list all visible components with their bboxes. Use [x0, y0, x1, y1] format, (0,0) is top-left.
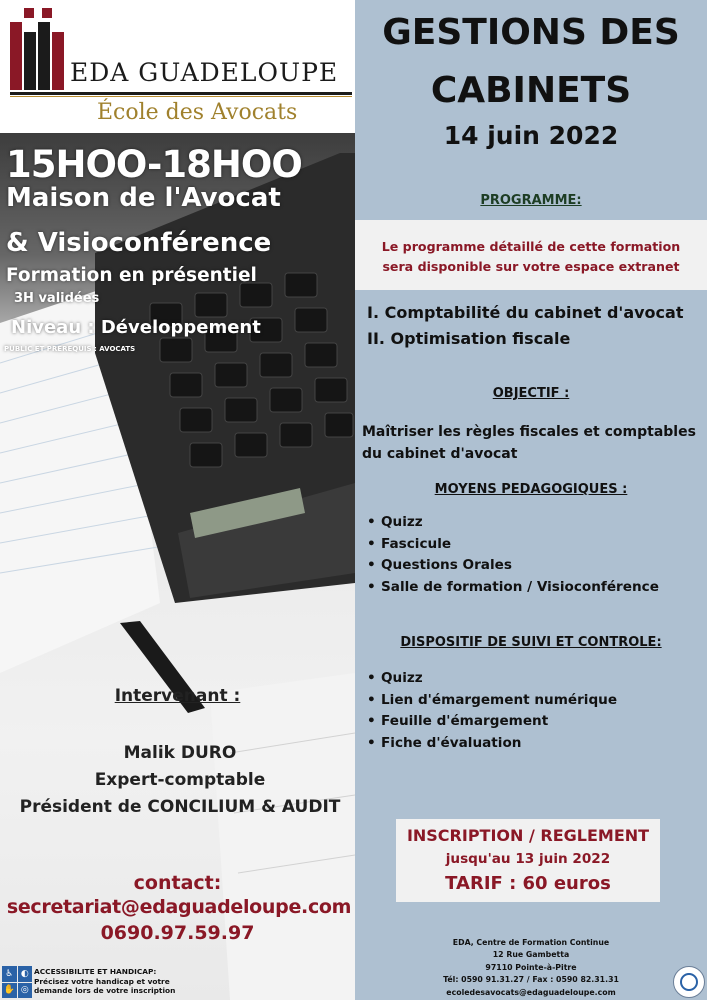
footer-address	[355, 937, 707, 999]
list-item: • Lien d'émargement numérique	[367, 692, 617, 714]
logo-area	[0, 0, 355, 133]
contact-heading: contact:	[133, 872, 222, 894]
event-title-line1: GESTIONS DES	[382, 12, 680, 53]
registration-deadline: jusqu'au 13 juin 2022	[445, 851, 611, 867]
logo-divider-gold	[10, 96, 352, 97]
speaker-role: Expert-comptable	[94, 770, 266, 790]
footer-line: 97110 Pointe-à-Pitre	[485, 962, 577, 972]
calculator-illustration	[0, 133, 355, 1000]
session-public: PUBLIC ET PREREQUIS : AVOCATS	[4, 345, 136, 353]
registration-heading: INSCRIPTION / REGLEMENT	[406, 826, 650, 845]
means-list	[367, 514, 659, 600]
session-hours: 3H validées	[14, 291, 100, 306]
footer-line: EDA, Centre de Formation Continue	[452, 938, 610, 947]
accessibility-note	[34, 967, 175, 996]
event-title-line2: CABINETS	[430, 70, 632, 111]
calculator-photo	[0, 133, 355, 1000]
accessibility-line: ACCESSIBILITE ET HANDICAP:	[34, 967, 157, 976]
contact-email[interactable]: secretariat@edaguadeloupe.com	[6, 896, 352, 918]
followup-list	[367, 670, 617, 756]
means-heading: MOYENS PEDAGOGIQUES :	[434, 482, 628, 497]
list-item: • Quizz	[367, 514, 659, 536]
objective-heading: OBJECTIF :	[492, 386, 570, 401]
accessibility-line: demande lors de votre inscription	[34, 986, 176, 996]
objective-line: du cabinet d'avocat	[362, 446, 518, 462]
logo-divider	[10, 92, 352, 95]
contact-phone[interactable]: 0690.97.59.97	[100, 922, 255, 944]
session-location-2: & Visioconférence	[6, 228, 272, 258]
brand-name: EDA GUADELOUPE	[70, 58, 339, 87]
list-item: • Fascicule	[367, 536, 659, 558]
footer-line: 12 Rue Gambetta	[492, 950, 570, 960]
list-item: • Quizz	[367, 670, 617, 692]
event-date: 14 juin 2022	[443, 121, 619, 150]
programme-heading: PROGRAMME:	[480, 193, 582, 208]
session-location-1: Maison de l'Avocat	[6, 183, 281, 213]
objective-text	[362, 421, 696, 465]
followup-heading: DISPOSITIF DE SUIVI ET CONTROLE:	[400, 635, 662, 650]
right-column	[355, 0, 707, 1000]
accessibility-line: Précisez votre handicap et votre	[34, 976, 170, 986]
footer-line: ecoledesavocats@edaguadeloupe.com	[446, 987, 616, 997]
registration-price: TARIF : 60 euros	[445, 873, 611, 894]
eda-logo-icon	[10, 8, 66, 90]
list-item: • Feuille d'émargement	[367, 713, 617, 735]
brand-subtitle: École des Avocats	[97, 100, 298, 125]
session-time: 15HOO-18HOO	[6, 143, 302, 186]
objective-line: Maîtriser les règles fiscales et comptables	[362, 424, 696, 440]
list-item: • Fiche d'évaluation	[367, 735, 617, 757]
accessibility-icon: ♿ ◐ ✋ ◎	[2, 966, 32, 998]
session-level: Niveau : Développement	[11, 317, 261, 338]
session-format: Formation en présentiel	[6, 265, 257, 286]
programme-module: II. Optimisation fiscale	[367, 329, 571, 348]
footer-line: Tél: 0590 91.31.27 / Fax : 0590 82.31.31	[443, 975, 619, 985]
programme-notice	[355, 237, 707, 277]
list-item: • Questions Orales	[367, 557, 659, 579]
list-item: • Salle de formation / Visioconférence	[367, 579, 659, 601]
programme-notice-line: Le programme détaillé de cette formation	[381, 239, 681, 254]
speaker-name: Malik DURO	[123, 743, 237, 763]
speaker-position: Président de CONCILIUM & AUDIT	[19, 797, 341, 817]
certification-seal-icon	[673, 966, 705, 998]
speaker-heading: Intervenant :	[114, 686, 241, 706]
programme-module: I. Comptabilité du cabinet d'avocat	[367, 303, 684, 322]
programme-notice-line: sera disponible sur votre espace extranet	[382, 259, 680, 274]
